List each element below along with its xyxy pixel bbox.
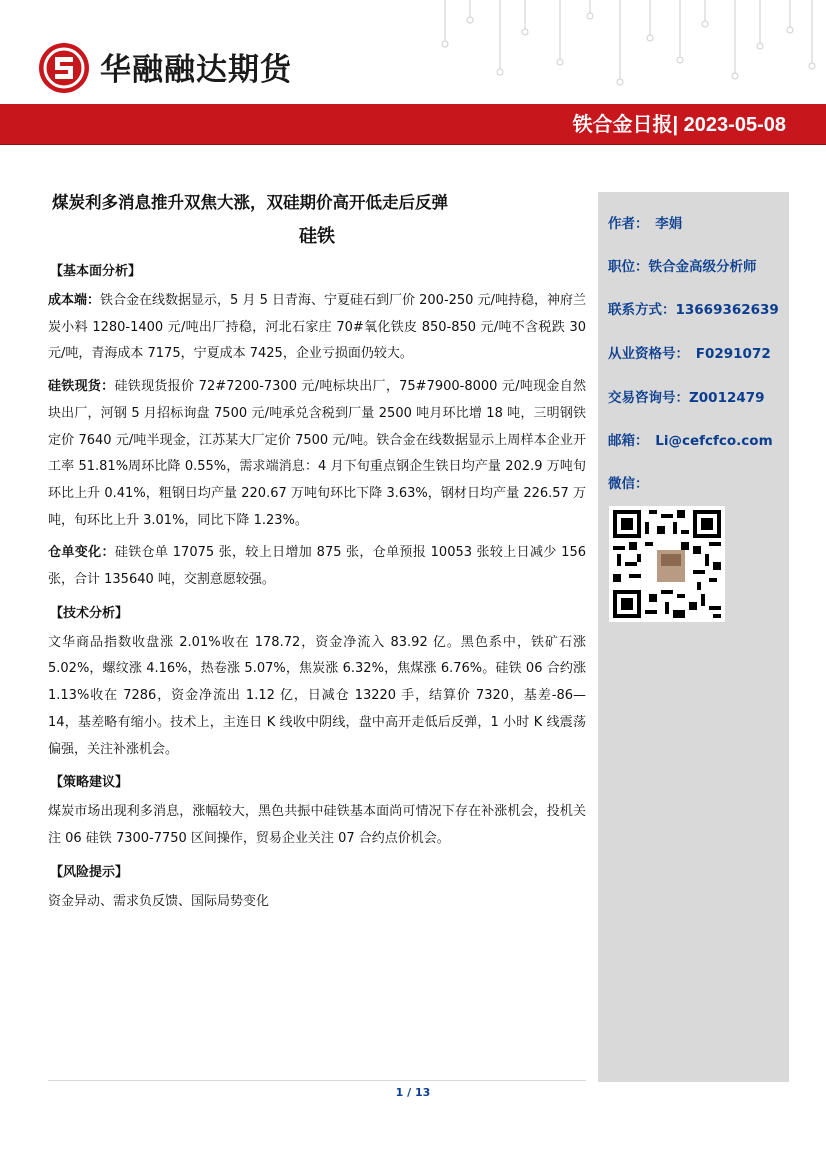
author-position: 职位：铁合金高级分析师 (608, 259, 757, 275)
author-sidebar (598, 192, 789, 1082)
paragraph-strategy (48, 799, 586, 852)
page-number: 1 / 13 (395, 1086, 431, 1099)
paragraph-text: 文华商品指数收盘涨 2.01%收在 178.72，资金净流入 83.92 亿。黑色系中，铁矿石涨 5.02%，螺纹涨 4.16%，热卷涨 5.07%，焦炭涨 6.32%，焦煤涨 6.76%。硅铁 06 合约涨 1.13%收在 7286，资金净流出 1.12 亿，日减仓 13220 手，结算价 7320，基差-86—14，基差略有缩小。技术上，主连日 K 线收中阴线，盘中高开走低后反弹，1 小时 K 线震荡偏强，关注补涨机会。 (48, 634, 586, 757)
section-title-technical: 【技术分析】 (50, 605, 129, 621)
paragraph-text: 铁合金在线数据显示，5 月 5 日青海、宁夏硅石到厂价 200-250 元/吨持稳，神府兰炭小料 1280-1400 元/吨出厂持稳，河北石家庄 70#氧化铁皮 850-850 元/吨不含税跌 30 元/吨，青海成本 7175，宁夏成本 7425，企业亏损面仍较大。 (48, 293, 586, 362)
section-title-strategy: 【策略建议】 (50, 775, 129, 791)
paragraph-label: 仓单变化： (48, 545, 115, 561)
paragraph-risk (48, 889, 586, 916)
consulting-number: 交易咨询号：Z0012479 (608, 390, 765, 406)
wechat-label: 微信： (608, 476, 649, 492)
section-title-risk: 【风险提示】 (50, 864, 129, 880)
paragraph-text: 资金异动、需求负反馈、国际局势变化 (48, 893, 270, 909)
headline: 煤炭利多消息推升双焦大涨，双硅期价高开低走后反弹 (52, 193, 448, 212)
paragraph-cost (48, 288, 586, 368)
qualification-number: 从业资格号： F0291072 (608, 346, 771, 362)
company-name: 华融融达期货 (100, 52, 292, 88)
paragraph-text: 煤炭市场出现利多消息，涨幅较大，黑色共振中硅铁基本面尚可情况下存在补涨机会，投机关注 06 硅铁 7300-7750 区间操作，贸易企业关注 07 合约点价机会。 (48, 804, 586, 846)
author-email[interactable]: 邮箱： Li@cefcfco.com (608, 433, 773, 449)
paragraph-technical (48, 630, 586, 764)
company-logo-icon (38, 42, 90, 94)
report-body (48, 188, 586, 1081)
author-contact: 联系方式：13669362639 (608, 302, 779, 318)
report-title: 铁合金日报| 2023-05-08 (572, 114, 786, 136)
paragraph-text: 硅铁仓单 17075 张，较上日增加 875 张，仓单预报 10053 张较上日减少 156 张，合计 135640 吨，交割意愿较强。 (48, 545, 586, 588)
paragraph-warehouse (48, 540, 586, 593)
paragraph-spot (48, 374, 586, 534)
title-bar-underline (0, 144, 826, 145)
subject-title: 硅铁 (299, 226, 335, 247)
paragraph-label: 硅铁现货： (48, 379, 115, 395)
wechat-qr-code-icon (609, 506, 725, 622)
author-name: 作者： 李娟 (608, 216, 683, 232)
paragraph-text: 硅铁现货报价 72#7200-7300 元/吨标块出厂，75#7900-8000 元/吨现金自然块出厂，河钢 5 月招标询盘 7500 元/吨承兑含税到厂量 2500 吨月环比增 18 吨，三明钢铁定价 7640 元/吨半现金，江苏某大厂定价 7500 元/吨。铁合金在线数据显示上周样本企业开工率 51.81%周环比降 0.55%，需求端消息：4 月下旬重点钢企生铁日均产量 202.9 万吨旬环比上升 0.41%，粗钢日均产量 220.67 万吨旬环比下降 3.63%，钢材日均产量 226.57 万吨，旬环比上升 3.01%，同比下降 1.23%。 (48, 379, 586, 528)
paragraph-label: 成本端： (48, 293, 101, 308)
report-header (0, 0, 826, 145)
section-title-fundamentals: 【基本面分析】 (50, 264, 142, 279)
